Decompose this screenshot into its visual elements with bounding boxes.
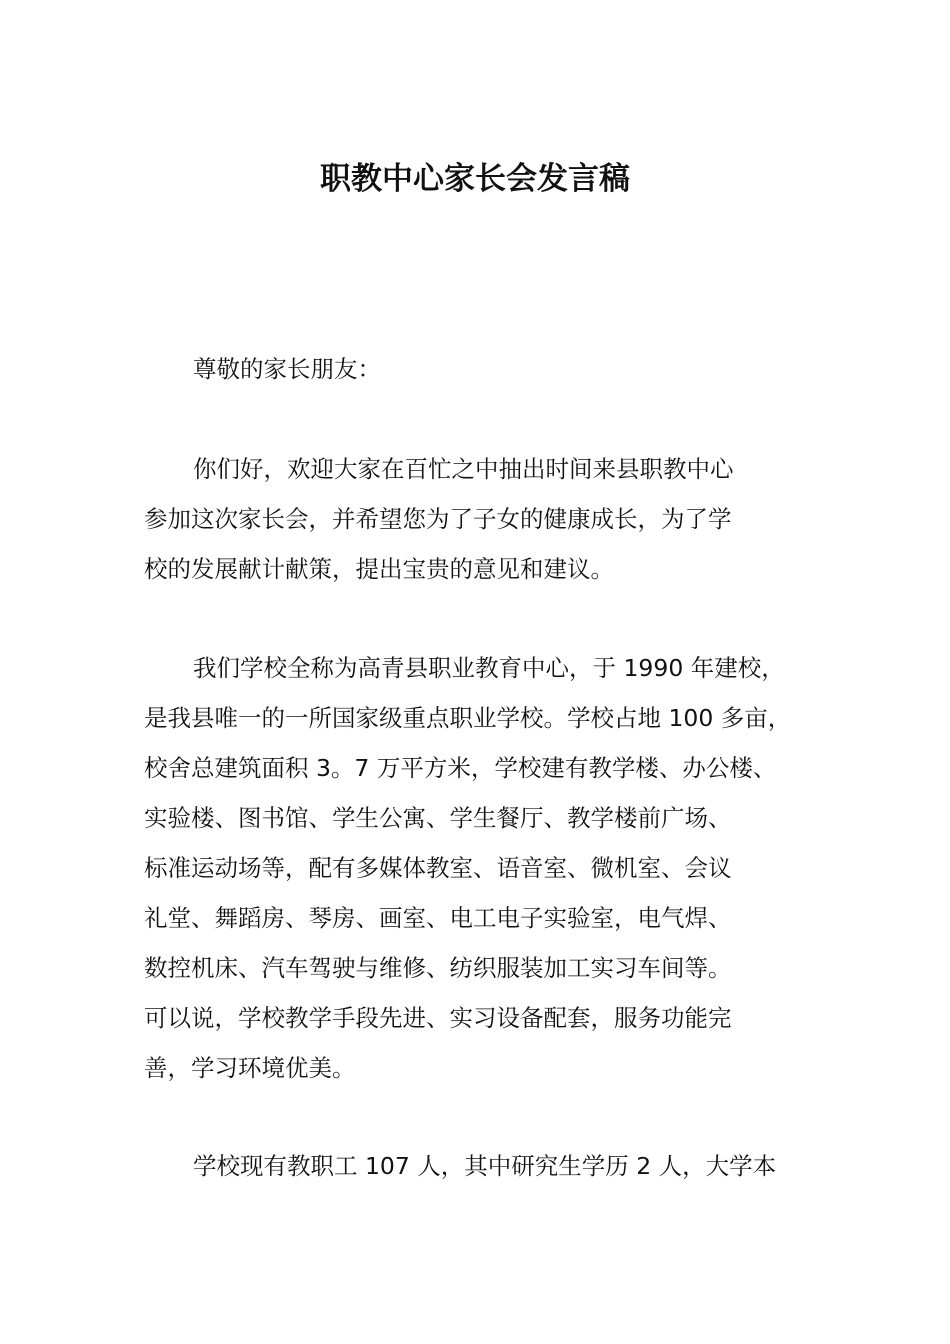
- paragraph-line: 我们学校全称为高青县职业教育中心，于 1990 年建校，: [193, 654, 785, 682]
- paragraph-welcome: [144, 444, 814, 594]
- paragraph-line: 参加这次家长会，并希望您为了子女的健康成长，为了学: [144, 505, 732, 533]
- paragraph-line: 数控机床、汽车驾驶与维修、纺织服装加工实习车间等。: [144, 954, 732, 982]
- paragraph-line: 实验楼、图书馆、学生公寓、学生餐厅、教学楼前广场、: [144, 804, 732, 832]
- paragraph-school-intro: [144, 643, 814, 1093]
- paragraph-line: 标准运动场等，配有多媒体教室、语音室、微机室、会议: [144, 854, 732, 882]
- paragraph-line: 校舍总建筑面积 3。7 万平方米，学校建有教学楼、办公楼、: [144, 754, 777, 782]
- paragraph-line: 校的发展献计献策，提出宝贵的意见和建议。: [144, 555, 614, 583]
- greeting-line: 尊敬的家长朋友：: [193, 355, 381, 383]
- paragraph-line: 学校现有教职工 107 人，其中研究生学历 2 人，大学本: [193, 1152, 777, 1180]
- paragraph-line: 你们好，欢迎大家在百忙之中抽出时间来县职教中心: [193, 455, 734, 483]
- greeting: [144, 344, 814, 394]
- document-title: 职教中心家长会发言稿: [320, 161, 630, 197]
- paragraph-line: 是我县唯一的一所国家级重点职业学校。学校占地 100 多亩，: [144, 704, 792, 732]
- paragraph-line: 善，学习环境优美。: [144, 1054, 356, 1082]
- paragraph-line: 礼堂、舞蹈房、琴房、画室、电工电子实验室，电气焊、: [144, 904, 732, 932]
- paragraph-staff: [144, 1141, 814, 1191]
- paragraph-line: 可以说，学校教学手段先进、实习设备配套，服务功能完: [144, 1004, 732, 1032]
